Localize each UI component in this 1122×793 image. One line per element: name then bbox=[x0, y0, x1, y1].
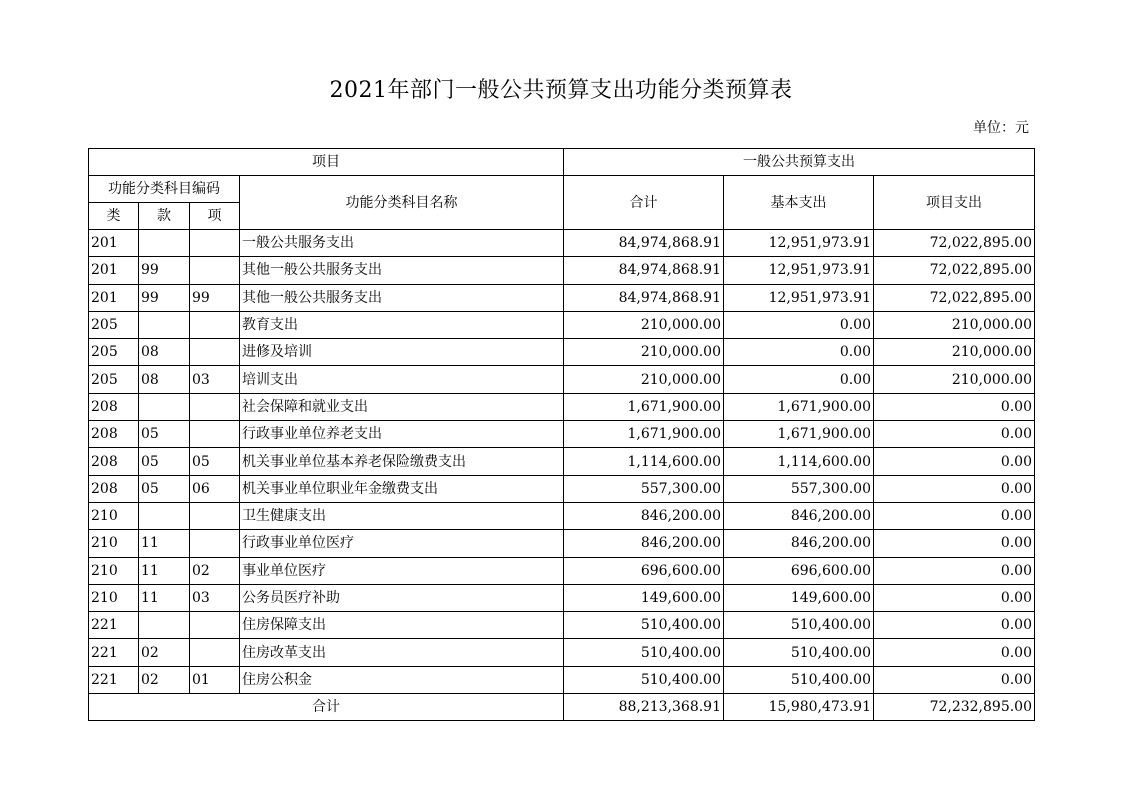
code-kuan-cell: 11 bbox=[139, 530, 190, 557]
code-lei-cell: 221 bbox=[89, 612, 139, 639]
code-xiang-cell: 01 bbox=[190, 666, 240, 693]
budget-table bbox=[88, 148, 1035, 721]
basic-cell: 696,600.00 bbox=[724, 557, 874, 584]
header-xiang: 项 bbox=[190, 203, 240, 230]
basic-cell: 0.00 bbox=[724, 311, 874, 338]
project-cell: 210,000.00 bbox=[874, 366, 1035, 393]
code-xiang-cell bbox=[190, 257, 240, 284]
code-kuan-cell bbox=[139, 311, 190, 338]
subject-name-cell: 卫生健康支出 bbox=[240, 502, 564, 529]
project-cell: 72,022,895.00 bbox=[874, 257, 1035, 284]
code-xiang-cell bbox=[190, 612, 240, 639]
code-lei-cell: 210 bbox=[89, 557, 139, 584]
table-row bbox=[89, 230, 1035, 257]
code-kuan-cell bbox=[139, 502, 190, 529]
subject-name-cell: 教育支出 bbox=[240, 311, 564, 338]
table-row bbox=[89, 639, 1035, 666]
basic-cell: 12,951,973.91 bbox=[724, 257, 874, 284]
basic-cell: 1,671,900.00 bbox=[724, 421, 874, 448]
project-cell: 0.00 bbox=[874, 475, 1035, 502]
code-kuan-cell bbox=[139, 393, 190, 420]
code-lei-cell: 208 bbox=[89, 393, 139, 420]
project-cell: 72,022,895.00 bbox=[874, 284, 1035, 311]
code-xiang-cell: 99 bbox=[190, 284, 240, 311]
code-kuan-cell: 08 bbox=[139, 339, 190, 366]
total-cell: 1,671,900.00 bbox=[564, 393, 724, 420]
project-cell: 72,022,895.00 bbox=[874, 230, 1035, 257]
code-xiang-cell bbox=[190, 639, 240, 666]
header-item: 项目 bbox=[89, 149, 564, 176]
code-xiang-cell bbox=[190, 339, 240, 366]
code-kuan-cell: 99 bbox=[139, 284, 190, 311]
table-row bbox=[89, 421, 1035, 448]
code-lei-cell: 210 bbox=[89, 530, 139, 557]
basic-cell: 1,114,600.00 bbox=[724, 448, 874, 475]
total-sum: 88,213,368.91 bbox=[564, 694, 724, 721]
total-cell: 84,974,868.91 bbox=[564, 230, 724, 257]
total-cell: 1,671,900.00 bbox=[564, 421, 724, 448]
table-row bbox=[89, 475, 1035, 502]
header-name: 功能分类科目名称 bbox=[240, 176, 564, 230]
project-cell: 0.00 bbox=[874, 393, 1035, 420]
subject-name-cell: 机关事业单位基本养老保险缴费支出 bbox=[240, 448, 564, 475]
code-xiang-cell bbox=[190, 502, 240, 529]
table-row bbox=[89, 502, 1035, 529]
project-cell: 0.00 bbox=[874, 448, 1035, 475]
project-cell: 0.00 bbox=[874, 502, 1035, 529]
table-row bbox=[89, 448, 1035, 475]
header-basic: 基本支出 bbox=[724, 176, 874, 230]
basic-cell: 12,951,973.91 bbox=[724, 284, 874, 311]
total-label: 合计 bbox=[89, 694, 564, 721]
table-row bbox=[89, 366, 1035, 393]
total-cell: 84,974,868.91 bbox=[564, 257, 724, 284]
header-general-budget: 一般公共预算支出 bbox=[564, 149, 1035, 176]
total-cell: 210,000.00 bbox=[564, 366, 724, 393]
total-cell: 696,600.00 bbox=[564, 557, 724, 584]
subject-name-cell: 公务员医疗补助 bbox=[240, 584, 564, 611]
project-cell: 210,000.00 bbox=[874, 339, 1035, 366]
total-cell: 846,200.00 bbox=[564, 502, 724, 529]
header-project: 项目支出 bbox=[874, 176, 1035, 230]
basic-cell: 846,200.00 bbox=[724, 530, 874, 557]
code-xiang-cell: 05 bbox=[190, 448, 240, 475]
unit-label: 单位：元 bbox=[973, 120, 1029, 136]
basic-cell: 149,600.00 bbox=[724, 584, 874, 611]
basic-cell: 557,300.00 bbox=[724, 475, 874, 502]
code-lei-cell: 210 bbox=[89, 584, 139, 611]
table-body bbox=[89, 230, 1035, 694]
project-cell: 0.00 bbox=[874, 639, 1035, 666]
code-kuan-cell: 11 bbox=[139, 584, 190, 611]
subject-name-cell: 住房保障支出 bbox=[240, 612, 564, 639]
page-title: 2021年部门一般公共预算支出功能分类预算表 bbox=[329, 78, 793, 103]
total-basic: 15,980,473.91 bbox=[724, 694, 874, 721]
code-kuan-cell bbox=[139, 612, 190, 639]
code-xiang-cell bbox=[190, 421, 240, 448]
table-row bbox=[89, 557, 1035, 584]
code-lei-cell: 205 bbox=[89, 339, 139, 366]
basic-cell: 510,400.00 bbox=[724, 612, 874, 639]
table-row bbox=[89, 393, 1035, 420]
table-row bbox=[89, 311, 1035, 338]
total-cell: 210,000.00 bbox=[564, 311, 724, 338]
code-lei-cell: 210 bbox=[89, 502, 139, 529]
table-row bbox=[89, 530, 1035, 557]
total-cell: 557,300.00 bbox=[564, 475, 724, 502]
header-total: 合计 bbox=[564, 176, 724, 230]
header-lei: 类 bbox=[89, 203, 139, 230]
subject-name-cell: 事业单位医疗 bbox=[240, 557, 564, 584]
project-cell: 0.00 bbox=[874, 421, 1035, 448]
subject-name-cell: 社会保障和就业支出 bbox=[240, 393, 564, 420]
table-row bbox=[89, 257, 1035, 284]
subject-name-cell: 住房改革支出 bbox=[240, 639, 564, 666]
subject-name-cell: 其他一般公共服务支出 bbox=[240, 257, 564, 284]
project-cell: 0.00 bbox=[874, 666, 1035, 693]
code-kuan-cell: 11 bbox=[139, 557, 190, 584]
code-lei-cell: 201 bbox=[89, 230, 139, 257]
table-row bbox=[89, 339, 1035, 366]
basic-cell: 510,400.00 bbox=[724, 666, 874, 693]
subject-name-cell: 行政事业单位医疗 bbox=[240, 530, 564, 557]
project-cell: 210,000.00 bbox=[874, 311, 1035, 338]
table-row bbox=[89, 284, 1035, 311]
table-row bbox=[89, 584, 1035, 611]
total-cell: 149,600.00 bbox=[564, 584, 724, 611]
total-cell: 510,400.00 bbox=[564, 666, 724, 693]
subject-name-cell: 一般公共服务支出 bbox=[240, 230, 564, 257]
code-kuan-cell: 08 bbox=[139, 366, 190, 393]
code-lei-cell: 221 bbox=[89, 666, 139, 693]
total-cell: 510,400.00 bbox=[564, 639, 724, 666]
code-kuan-cell: 99 bbox=[139, 257, 190, 284]
total-cell: 210,000.00 bbox=[564, 339, 724, 366]
code-kuan-cell: 05 bbox=[139, 475, 190, 502]
code-xiang-cell: 03 bbox=[190, 366, 240, 393]
basic-cell: 1,671,900.00 bbox=[724, 393, 874, 420]
code-xiang-cell: 06 bbox=[190, 475, 240, 502]
code-kuan-cell bbox=[139, 230, 190, 257]
total-cell: 846,200.00 bbox=[564, 530, 724, 557]
project-cell: 0.00 bbox=[874, 612, 1035, 639]
basic-cell: 0.00 bbox=[724, 339, 874, 366]
code-xiang-cell bbox=[190, 311, 240, 338]
code-kuan-cell: 05 bbox=[139, 421, 190, 448]
basic-cell: 0.00 bbox=[724, 366, 874, 393]
total-cell: 510,400.00 bbox=[564, 612, 724, 639]
code-lei-cell: 201 bbox=[89, 257, 139, 284]
code-kuan-cell: 05 bbox=[139, 448, 190, 475]
subject-name-cell: 机关事业单位职业年金缴费支出 bbox=[240, 475, 564, 502]
code-xiang-cell bbox=[190, 230, 240, 257]
project-cell: 0.00 bbox=[874, 530, 1035, 557]
table-row bbox=[89, 666, 1035, 693]
subject-name-cell: 行政事业单位养老支出 bbox=[240, 421, 564, 448]
code-lei-cell: 221 bbox=[89, 639, 139, 666]
header-code: 功能分类科目编码 bbox=[89, 176, 240, 203]
code-kuan-cell: 02 bbox=[139, 666, 190, 693]
subject-name-cell: 培训支出 bbox=[240, 366, 564, 393]
project-cell: 0.00 bbox=[874, 557, 1035, 584]
subject-name-cell: 住房公积金 bbox=[240, 666, 564, 693]
code-kuan-cell: 02 bbox=[139, 639, 190, 666]
header-kuan: 款 bbox=[139, 203, 190, 230]
total-row bbox=[89, 694, 1035, 721]
subject-name-cell: 其他一般公共服务支出 bbox=[240, 284, 564, 311]
basic-cell: 510,400.00 bbox=[724, 639, 874, 666]
code-xiang-cell: 03 bbox=[190, 584, 240, 611]
total-cell: 1,114,600.00 bbox=[564, 448, 724, 475]
code-xiang-cell: 02 bbox=[190, 557, 240, 584]
subject-name-cell: 进修及培训 bbox=[240, 339, 564, 366]
code-lei-cell: 205 bbox=[89, 311, 139, 338]
code-lei-cell: 208 bbox=[89, 421, 139, 448]
code-lei-cell: 208 bbox=[89, 475, 139, 502]
total-cell: 84,974,868.91 bbox=[564, 284, 724, 311]
basic-cell: 846,200.00 bbox=[724, 502, 874, 529]
code-lei-cell: 205 bbox=[89, 366, 139, 393]
code-xiang-cell bbox=[190, 530, 240, 557]
code-xiang-cell bbox=[190, 393, 240, 420]
total-project: 72,232,895.00 bbox=[874, 694, 1035, 721]
project-cell: 0.00 bbox=[874, 584, 1035, 611]
table-row bbox=[89, 612, 1035, 639]
basic-cell: 12,951,973.91 bbox=[724, 230, 874, 257]
code-lei-cell: 201 bbox=[89, 284, 139, 311]
code-lei-cell: 208 bbox=[89, 448, 139, 475]
